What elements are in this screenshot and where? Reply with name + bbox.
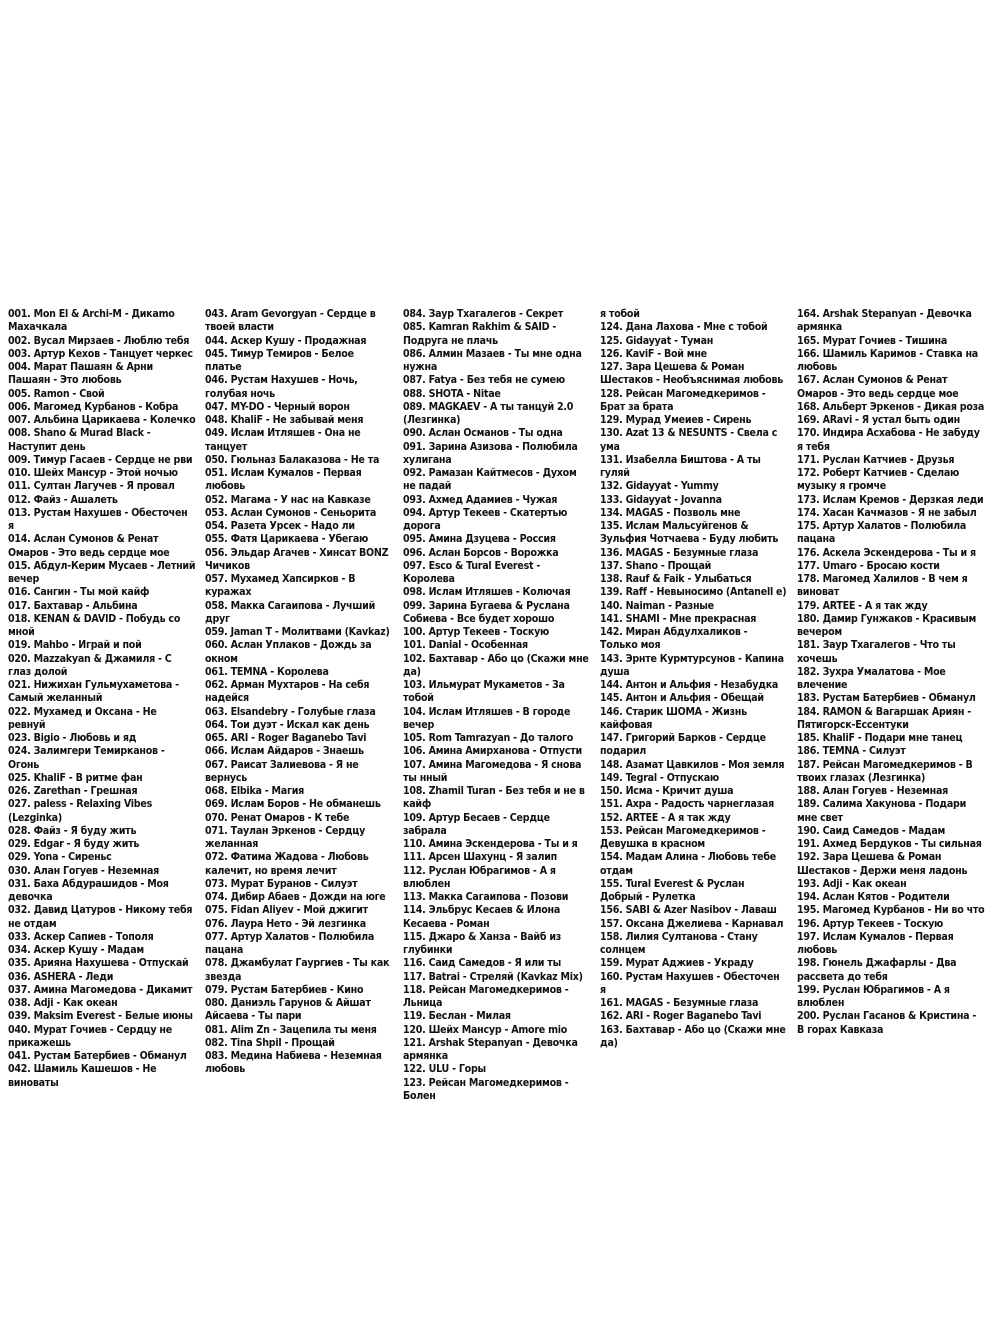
track-entry: 078. Джамбулат Гаургиев - Ты как звезда (205, 957, 390, 983)
tracklist-column-4 (600, 308, 788, 1050)
track-entry: 152. ARTEE - А я так жду (600, 811, 731, 824)
track-entry: 169. ARavi - Я устал быть один (797, 414, 960, 426)
track-entry: 163. Бахтавар - Або цо (Скажи мне да) (600, 1023, 786, 1049)
track-entry: 086. Алмин Мазаев - Ты мне одна нужна (403, 347, 582, 373)
track-entry: 064. Тои дуэт - Искал как день (205, 718, 370, 731)
track-entry: 034. Аскер Кушу - Мадам (8, 944, 144, 956)
track-entry: 052. Магама - У нас на Кавказе (205, 493, 371, 506)
track-entry: 179. ARTEE - А я так жду (797, 599, 928, 612)
track-entry: 093. Ахмед Адамиев - Чужая (403, 493, 558, 506)
track-entry: 147. Григорий Барков - Сердце подарил (600, 732, 766, 758)
track-entry: 188. Алан Гогуев - Неземная (797, 785, 949, 797)
track-entry: 046. Рустам Нахушев - Ночь, голубая ночь (205, 374, 358, 400)
track-entry: 178. Магомед Халилов - В чем я виноват (797, 573, 968, 599)
track-entry: 137. Shano - Прощай (600, 559, 712, 572)
track-entry: 131. Изабелла Биштова - А ты гуляй (600, 453, 761, 479)
track-entry: 018. KENAN & DAVID - Побудь со мной (8, 612, 181, 638)
track-entry: 162. ARI - Roger Baganebo Tavi (600, 1010, 762, 1023)
track-entry: 009. Тимур Гасаев - Сердце не рви (8, 453, 193, 466)
track-entry: 184. RAMON & Вагаршак Ариян - Пятигорск-Ессентуки (797, 705, 971, 731)
track-entry: 020. Mazzakyan & Джамиля - С глаз долой (8, 652, 172, 678)
track-entry: 173. Ислам Кремов - Дерзкая леди (797, 493, 984, 506)
track-entry: 057. Мухамед Хапсирков - В куражах (205, 573, 356, 599)
track-entry: 008. Shano & Murad Black - Наступит день (8, 427, 151, 453)
track-entry: 143. Эрнте Курмтурсунов - Капина душа (600, 652, 784, 678)
track-entry: 097. Esco & Tural Everest - Королева (403, 559, 541, 585)
track-entry: 111. Арсен Шахунц - Я залип (403, 851, 557, 864)
track-entry: 161. MAGAS - Безумные глаза (600, 997, 759, 1009)
track-entry: 146. Старик ШОМА - Жизнь кайфовая (600, 705, 747, 731)
track-entry: 195. Магомед Курбанов - Ни во что (797, 904, 985, 917)
track-entry: 116. Саид Самедов - Я или ты (403, 957, 561, 970)
track-entry: 198. Гюнель Джафарлы - Два рассвета до тебя (797, 957, 957, 983)
track-entry: 106. Амина Амирханова - Отпусти (403, 745, 582, 758)
track-entry: 081. Alim Zn - Зацепила ты меня (205, 1023, 377, 1036)
track-entry: 192. Зара Цешева & Роман Шестаков - Держи меня ладонь (797, 851, 968, 877)
track-entry: 012. Файз - Ашалеть (8, 493, 118, 506)
track-entry: 051. Ислам Кумалов - Первая любовь (205, 467, 362, 493)
track-entry: 191. Ахмед Бердуков - Ты сильная (797, 838, 982, 850)
track-entry: 110. Амина Эскендерова - Ты и я (403, 838, 578, 850)
track-entry: 055. Фатя Царикаева - Убегаю (205, 533, 369, 546)
track-entry: 037. Амина Магомедова - Дикамит (8, 983, 193, 996)
track-entry: 150. Исма - Кричит душа (600, 785, 734, 797)
track-entry: 124. Дана Лахова - Мне с тобой (600, 321, 768, 334)
track-entry: 115. Джаро & Ханза - Вайб из глубинки (403, 930, 562, 956)
track-entry: 096. Аслан Борсов - Ворожка (403, 546, 559, 559)
track-entry: 043. Aram Gevorgyan - Сердце в твоей власти (205, 308, 376, 334)
track-entry: 056. Эльдар Агачев - Хинсат BONZ Чичиков (205, 546, 389, 572)
track-entry: 042. Шамиль Кашешов - Не виноваты (8, 1063, 157, 1089)
track-entry: 010. Шейх Мансур - Этой ночью (8, 467, 178, 479)
track-entry: 134. MAGAS - Позволь мне (600, 506, 741, 519)
track-entry: 076. Лаура Нето - Эй лезгинка (205, 917, 366, 930)
track-entry: 155. Tural Everest & Руслан Добрый - Рулетка (600, 877, 745, 903)
track-entry: 045. Тимур Темиров - Белое платье (205, 347, 354, 373)
track-entry: 168. Альберт Эркенов - Дикая роза (797, 400, 985, 413)
track-entry: 021. Нижихан Гульмухаметова - Самый желанный (8, 679, 179, 705)
track-entry: 022. Мухамед и Оксана - Не ревнуй (8, 705, 157, 731)
track-entry: 103. Ильмурат Мукаметов - За тобой (403, 679, 565, 705)
track-entry: 033. Аскер Сапиев - Тополя (8, 930, 154, 943)
track-entry: 048. KhaliF - Не забывай меня (205, 414, 364, 426)
track-entry: 085. Kamran Rakhim & SAID - Подруга не плачь (403, 321, 557, 347)
track-entry: 157. Оксана Джелиева - Карнавал (600, 917, 784, 930)
track-entry: 193. Adji - Как океан (797, 877, 907, 890)
track-entry: 164. Arshak Stepanyan - Девочка армянка (797, 308, 972, 334)
track-entry: 041. Рустам Батербиев - Обманул (8, 1050, 187, 1062)
track-entry: 038. Adji - Как океан (8, 997, 118, 1009)
track-entry: 167. Аслан Сумонов & Ренат Омаров - Это ведь сердце мое (797, 374, 959, 400)
track-entry: 139. Raff - Невыносимо (Antanell e) (600, 586, 787, 599)
track-entry: 113. Макка Сагаипова - Позови (403, 891, 569, 903)
track-entry: 109. Артур Бесаев - Сердце забрала (403, 811, 550, 837)
track-entry: 084. Заур Тхагалегов - Секрет (403, 308, 563, 320)
track-entry: 107. Амина Магомедова - Я снова ты нный (403, 758, 582, 784)
track-entry: 159. Мурат Аджиев - Украду (600, 957, 754, 970)
track-entry: 185. KhaliF - Подари мне танец (797, 732, 963, 744)
track-entry: 016. Сангин - Ты мой кайф (8, 586, 150, 599)
track-entry: 133. Gidayyat - Jovanna (600, 493, 722, 506)
track-entry: 044. Аскер Кушу - Продажная (205, 334, 367, 347)
track-entry: 059. Jaman T - Молитвами (Kavkaz) (205, 626, 390, 638)
track-entry: 144. Антон и Альфия - Незабудка (600, 679, 779, 691)
track-entry: 049. Ислам Итляшев - Она не танцует (205, 427, 361, 453)
track-entry: 019. Mahbo - Играй и пой (8, 639, 142, 652)
track-entry: 119. Беслан - Милая (403, 1010, 511, 1023)
track-entry: 120. Шейх Мансур - Amore mio (403, 1023, 568, 1036)
track-entry: 079. Рустам Батербиев - Кино (205, 983, 364, 996)
track-entry: 005. Ramon - Свой (8, 387, 105, 400)
track-entry: 199. Руслан Юбрагимов - А я влюблен (797, 983, 950, 1009)
track-entry: 189. Салима Хакунова - Подари мне свет (797, 798, 967, 824)
track-entry: 175. Артур Халатов - Полюбила пацана (797, 520, 967, 546)
track-entry: 181. Заур Тхагалегов - Что ты хочешь (797, 639, 956, 665)
track-entry: 035. Арияна Нахушева - Отпускай (8, 957, 189, 970)
track-entry: 075. Fidan Aliyev - Мой джигит (205, 904, 368, 917)
track-entry: 011. Султан Лагучев - Я провал (8, 480, 175, 493)
track-entry: 177. Umaro - Бросаю кости (797, 559, 940, 572)
track-entry: 197. Ислам Кумалов - Первая любовь (797, 930, 954, 956)
tracklist-column-2 (205, 308, 393, 1077)
track-entry: 101. Danial - Особенная (403, 639, 528, 652)
track-entry: 190. Саид Самедов - Мадам (797, 824, 946, 837)
track-entry: 170. Индира Асхабова - Не забуду я тебя (797, 427, 980, 453)
track-entry: 080. Даниэль Гарунов & Айшат Айсаева - Ты пари (205, 997, 371, 1023)
track-entry: 091. Зарина Азизова - Полюбила хулигана (403, 440, 578, 466)
track-entry: 172. Роберт Катчиев - Сделаю музыку я громче (797, 467, 960, 493)
tracklist-column-1 (8, 308, 196, 1090)
track-entry: 007. Альбина Царикаева - Колечко (8, 414, 196, 426)
track-entry: 017. Бахтавар - Альбина (8, 599, 138, 612)
track-entry: 036. ASHERA - Леди (8, 970, 114, 983)
track-entry: 158. Лилия Султанова - Стану солнцем (600, 930, 758, 956)
track-entry: 180. Дамир Гунжаков - Красивым вечером (797, 612, 977, 638)
track-entry: 130. Azat 13 & NESUNTS - Свела с ума (600, 427, 778, 453)
track-entry: 129. Мурад Умеиев - Сирень (600, 414, 752, 426)
track-entry: 087. Fatya - Без тебя не сумею (403, 374, 565, 387)
track-entry: 194. Аслан Кятов - Родители (797, 891, 950, 903)
track-entry: 176. Аскела Эскендерова - Ты и я (797, 546, 976, 559)
track-entry: 126. KaviF - Вой мне (600, 347, 707, 360)
track-entry: 105. Rom Tamrazyan - До талого (403, 732, 574, 744)
track-entry: 151. Ахра - Радость чарнеглазая (600, 798, 774, 811)
track-entry: 006. Магомед Курбанов - Кобра (8, 400, 179, 413)
track-entry: 072. Фатима Жадова - Любовь калечит, но время лечит (205, 851, 369, 877)
track-entry: 127. Зара Цешева & Роман Шестаков - Необъяснимая любовь (600, 361, 783, 387)
track-entry: 004. Марат Пашаян & Арни Пашаян - Это любовь (8, 361, 153, 387)
tracklist-column-5 (797, 308, 985, 1037)
track-entry: 089. MAGKAEV - А ты танцуй 2.0 (Лезгинка) (403, 400, 574, 426)
tracklist-column-3 (403, 308, 591, 1103)
track-entry: 183. Рустам Батербиев - Обманул (797, 692, 976, 705)
track-entry: 013. Рустам Нахушев - Обесточен я (8, 506, 188, 532)
track-entry: 077. Артур Халатов - Полюбила пацана (205, 930, 375, 956)
track-entry: 069. Ислам Боров - Не обманешь (205, 798, 381, 811)
track-entry: 063. Elsandebry - Голубые глаза (205, 705, 376, 718)
track-entry: 114. Эльбрус Кесаев & Илона Кесаева - Роман (403, 904, 561, 930)
track-entry: 112. Руслан Юбрагимов - А я влюблен (403, 864, 556, 890)
track-entry: 196. Артур Текеев - Тоскую (797, 917, 944, 930)
track-entry: 182. Зухра Умалатова - Мое влечение (797, 665, 946, 691)
track-entry: 090. Аслан Османов - Ты одна (403, 427, 563, 440)
track-entry: 031. Баха Абдурашидов - Моя девочка (8, 877, 169, 903)
track-entry: 148. Азамат Цавкилов - Моя земля (600, 758, 785, 771)
track-entry: 065. ARI - Roger Baganebo Tavi (205, 732, 367, 744)
track-entry: 082. Tina Shpil - Прощай (205, 1036, 335, 1049)
track-entry: 058. Макка Сагаипова - Лучший друг (205, 599, 376, 625)
track-entry: 156. SABI & Azer Nasibov - Лаваш (600, 904, 777, 917)
track-entry: 132. Gidayyat - Yummy (600, 480, 719, 493)
track-entry: 122. ULU - Горы (403, 1063, 486, 1076)
track-entry: 083. Медина Набиева - Неземная любовь (205, 1050, 382, 1076)
track-entry: 142. Миран Абдулхаликов - Только моя (600, 626, 748, 652)
track-entry: 153. Рейсан Магомедкеримов - Девушка в красном (600, 824, 766, 850)
track-entry: 062. Арман Мухтаров - На себя надейся (205, 679, 370, 705)
track-entry: 026. Zarethan - Грешная (8, 785, 138, 797)
track-entry: 068. Elbika - Магия (205, 785, 304, 797)
track-entry: 138. Rauf & Faik - Улыбаться (600, 573, 752, 585)
track-entry: 071. Таулан Эркенов - Сердцу желанная (205, 824, 366, 850)
track-entry: 067. Раисат Залиевова - Я не вернусь (205, 758, 359, 784)
track-entry: 001. Mon El & Archi-M - Дикаmo Махачкала (8, 308, 175, 334)
track-entry: 160. Рустам Нахушев - Обесточен я (600, 970, 780, 996)
track-entry: 100. Артур Текеев - Тоскую (403, 626, 550, 638)
track-entry: 015. Абдул-Керим Мусаев - Летний вечер (8, 559, 196, 585)
track-entry: 088. SHOTA - Nitae (403, 387, 501, 400)
track-entry: 029. Yona - Сиреньс (8, 851, 112, 864)
track-entry: 200. Руслан Гасанов & Кристина - В горах Кавказа (797, 1010, 977, 1036)
track-entry: 121. Arshak Stepanyan - Девочка армянка (403, 1036, 578, 1062)
track-entry: 030. Алан Гогуев - Неземная (8, 864, 160, 877)
track-entry: 141. SHAMI - Мне прекрасная (600, 612, 757, 625)
track-entry: 140. Naiman - Разные (600, 599, 714, 612)
track-entry: 073. Мурат Буранов - Силуэт (205, 877, 358, 890)
track-entry: 027. paless - Relaxing Vibes (Lezginka) (8, 798, 153, 824)
track-entry: 102. Бахтавар - Або цо (Скажи мне да) (403, 652, 589, 678)
track-entry: 118. Рейсан Магомедкеримов - Льница (403, 983, 569, 1009)
track-entry: 187. Рейсан Магомедкеримов - В твоих глазах (Лезгинка) (797, 758, 973, 784)
track-entry: 029. Edgar - Я буду жить (8, 838, 140, 850)
track-entry: 186. TEMNA - Силуэт (797, 745, 906, 758)
track-entry: 002. Вусал Мирзаев - Люблю тебя (8, 334, 190, 347)
track-entry: 092. Рамазан Кайтмесов - Духом не падай (403, 467, 577, 493)
track-entry: 174. Хасан Качмазов - Я не забыл (797, 506, 977, 519)
track-entry: 095. Амина Дзуцева - Россия (403, 533, 556, 546)
track-entry: 104. Ислам Итляшев - В городе вечер (403, 705, 571, 731)
track-entry: 136. MAGAS - Безумные глаза (600, 546, 759, 559)
track-entry: 028. Файз - Я буду жить (8, 824, 137, 837)
track-entry: 123. Рейсан Магомедкеримов - Болен (403, 1076, 569, 1102)
track-entry: 171. Руслан Катчиев - Друзья (797, 453, 955, 466)
track-entry: 050. Гюльназ Балаказова - Не та (205, 453, 380, 466)
track-entry: 094. Артур Текеев - Скатертью дорога (403, 506, 568, 532)
track-entry: 166. Шамиль Каримов - Ставка на любовь (797, 347, 978, 373)
track-entry: 025. KhaliF - В ритме фан (8, 771, 143, 784)
track-entry: 099. Зарина Бугаева & Руслана Собиева - Все будет хорошо (403, 599, 570, 625)
track-entry: 165. Мурат Гочиев - Тишина (797, 334, 948, 347)
track-entry: 074. Дибир Абаев - Дожди на юге (205, 891, 386, 903)
track-entry: 135. Ислам Мальсуйгенов & Зульфия Чотчаева - Буду любить (600, 520, 779, 546)
track-entry: 060. Аслан Уплаков - Дождь за окном (205, 639, 372, 665)
track-entry: 053. Аслан Сумонов - Сеньорита (205, 506, 377, 519)
track-entry: 149. Tegral - Отпускаю (600, 771, 719, 784)
track-entry: 154. Мадам Алина - Любовь тебе отдам (600, 851, 776, 877)
track-entry: 070. Ренат Омаров - К тебе (205, 811, 350, 824)
track-entry: 023. Bigio - Любовь и яд (8, 732, 137, 744)
track-entry: 032. Давид Цатуров - Никому тебя не отдам (8, 904, 193, 930)
track-entry: 014. Аслан Сумонов & Ренат Омаров - Это ведь сердце мое (8, 533, 170, 559)
track-entry: 145. Антон и Альфия - Обещай (600, 692, 764, 705)
track-entry: 054. Разета Урсек - Надо ли (205, 520, 355, 532)
track-entry: 098. Ислам Итляшев - Колючая (403, 586, 571, 599)
track-entry: 125. Gidayyat - Туман (600, 334, 714, 347)
track-entry: 066. Ислам Айдаров - Знаешь (205, 745, 364, 758)
track-entry: 040. Мурат Гочиев - Сердцу не прикажешь (8, 1023, 172, 1049)
track-entry: 003. Артур Кехов - Танцует черкес (8, 347, 193, 360)
track-entry: 108. Zhamil Turan - Без тебя и не в кайф (403, 785, 585, 811)
track-entry: 061. TEMNA - Королева (205, 665, 329, 678)
tracklist-sheet (0, 300, 1000, 1102)
track-entry: 117. Batrai - Стреляй (Kavkaz Mix) (403, 970, 583, 983)
track-entry: я тобой (600, 308, 640, 320)
track-entry: 047. MY-DO - Черный ворон (205, 400, 350, 413)
track-entry: 128. Рейсан Магомедкеримов - Брат за брата (600, 387, 766, 413)
track-entry: 024. Залимгери Темирканов - Огонь (8, 745, 165, 771)
track-entry: 039. Maksim Everest - Белые июны (8, 1010, 193, 1023)
